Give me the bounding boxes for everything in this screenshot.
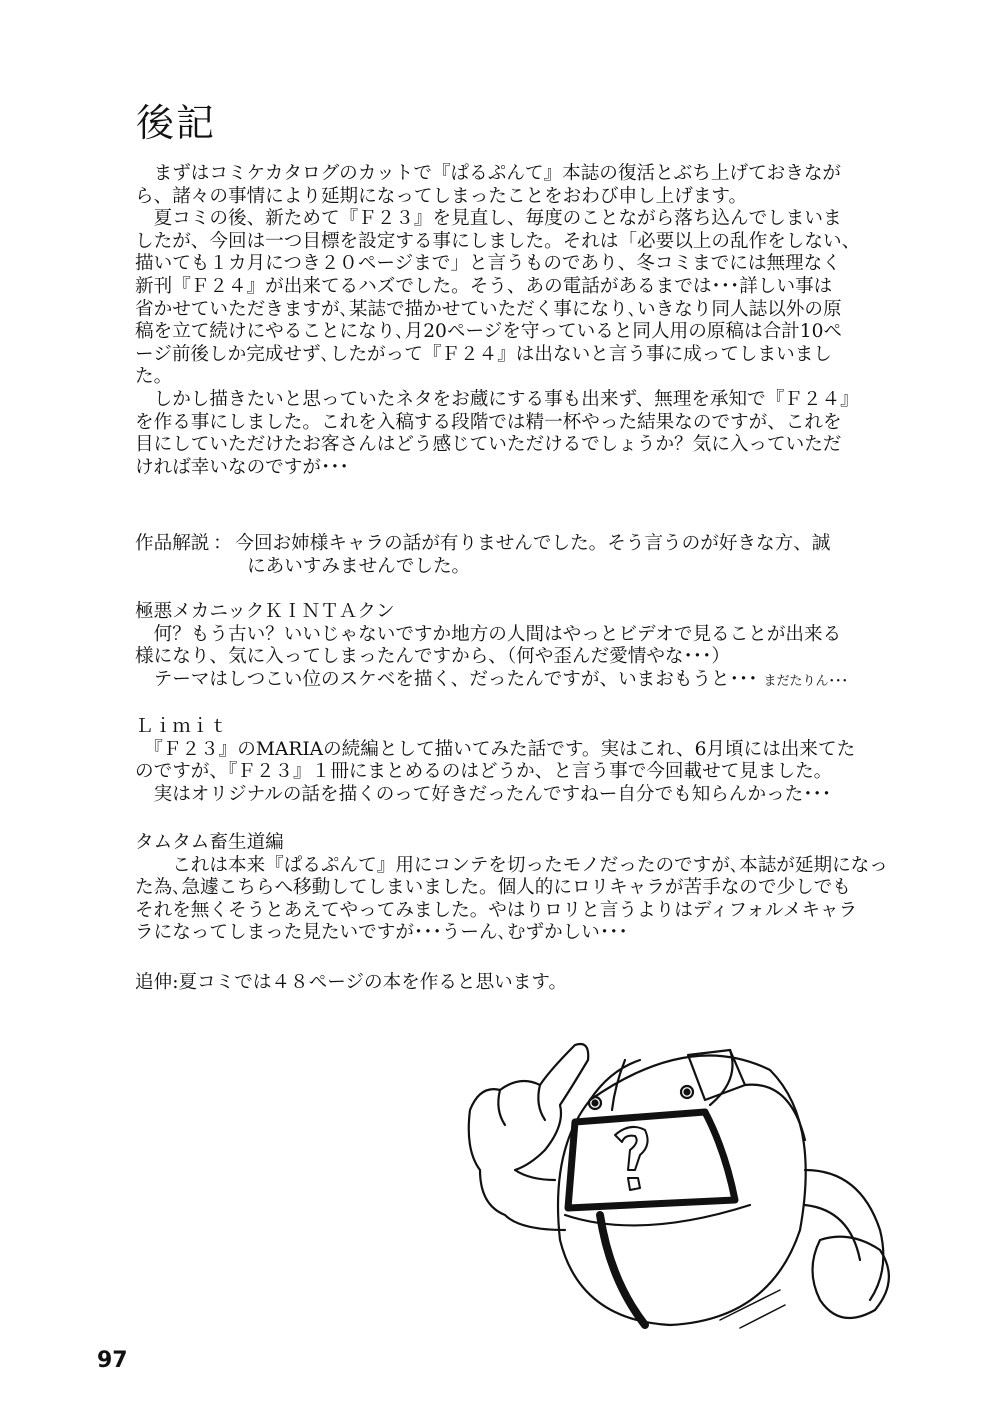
text-line: 稿を立て続けにやることになり､月20ページを守っていると同人用の原稿は合計10ペ	[135, 321, 843, 343]
commentary-first-line	[135, 533, 925, 556]
text-line: を作る事にしました。これを入稿する段階では精一杯やった結果なのですが、これを	[135, 411, 842, 433]
aside-note: まだたりん･･･	[763, 673, 848, 689]
text-line: 様になり、気に入ってしまったんですから、（何や歪んだ愛情やな･･･）	[135, 646, 730, 668]
fist-icon	[813, 1237, 889, 1318]
section-heading: Ｌｉｍｉｔ	[135, 716, 228, 737]
section-kinta	[135, 601, 925, 691]
text-line: 何？もう古い？いいじゃないですか地方の人間はやっとビデオで見ることが出来る	[135, 623, 842, 645]
text-line: まずはコミケカタログのカットで『ぱるぷんて』本誌の復活とぶち上げておきなが	[135, 163, 842, 184]
text-line: 『Ｆ２３』のMARIAの続編として描いてみた話です。実はこれ、6月頃には出来てた	[135, 738, 856, 760]
text-line: これは本来『ぱるぷんて』用にコンテを切ったモノだったのですが､本誌が延期になっ	[135, 854, 888, 876]
section-heading: 極悪メカニックＫＩＮＴＡクン	[135, 601, 395, 622]
text-line: ラになってしまった見たいですが･･･うーん､むずかしい･･･	[135, 922, 628, 944]
text-line: 夏コミの後、新ためて『Ｆ２３』を見直し、毎度のことながら落ち込んでしまいま	[135, 208, 842, 230]
intro-text	[135, 163, 925, 479]
text-line: したが、今回は一つ目標を設定する事にしました。それは「必要以上の乱作をしない、	[135, 230, 861, 252]
text-line: た。	[135, 366, 173, 388]
section-limit	[135, 716, 925, 806]
postscript-text: 追伸:夏コミでは４８ページの本を作ると思います。	[135, 972, 568, 993]
text-line-with-aside	[135, 669, 925, 692]
page-number: 97	[97, 1348, 128, 1373]
text-line: た為､急遽こちらへ移動してしまいました。個人的にロリキャラが苦手なので少しでも	[135, 877, 851, 899]
page-title: 後記	[136, 101, 217, 145]
text-line: 描いても１カ月につき２０ページまで」と言うものであり、冬コミまでには無理なく	[135, 253, 841, 275]
text-line: にあいすみませんでした。	[247, 555, 471, 577]
text-line: 今回お姉様キャラの話が有りませんでした。そう言うのが好きな方、誠	[235, 533, 831, 554]
text-line: ら、諸々の事情により延期になってしまったことをおわび申し上げます。	[135, 185, 748, 207]
text-line: 省かせていただきますが､某誌で描かせていただく事になり､いきなり同人誌以外の原	[135, 298, 842, 320]
text-line: それを無くそうとあえてやってみました。やはりロリと言うよりはディフォルメキャラ	[135, 899, 858, 921]
commentary-separator: ：	[213, 533, 232, 554]
section-tamtam	[135, 832, 925, 945]
text-line: ければ幸いなのですが･･･	[135, 456, 349, 478]
text-line: しかし描きたいと思っていたネタをお蔵にする事も出来ず、無理を承知で『Ｆ２４』	[135, 388, 859, 410]
robot-character-illustration	[440, 1030, 940, 1330]
section-heading: タムタム畜生道編	[135, 832, 284, 853]
text-line: のですが、『Ｆ２３』１冊にまとめるのはどうか、と言う事で今回載せて見ました。	[135, 761, 833, 783]
commentary-label: 作品解説	[135, 533, 210, 554]
text-line: 実はオリジナルの話を描くのって好きだったんですねー自分でも知らんかった･･･	[135, 783, 832, 805]
text-line: 新刊『Ｆ２４』が出来てるハズでした。そう、あの電話があるまでは･･･詳しい事は	[135, 275, 833, 297]
text-line: テーマはしつこい位のスケベを描く、だったんですが、いまおもうと･･･	[135, 668, 758, 690]
postscript	[135, 972, 925, 995]
text-line: ージ前後しか完成せず､したがって『Ｆ２４』は出ないと言う事に成ってしまいまし	[135, 343, 832, 365]
text-line: 目にしていただけたお客さんはどう感じていただけるでしょうか？気に入っていただ	[135, 434, 842, 456]
commentary	[135, 533, 925, 578]
